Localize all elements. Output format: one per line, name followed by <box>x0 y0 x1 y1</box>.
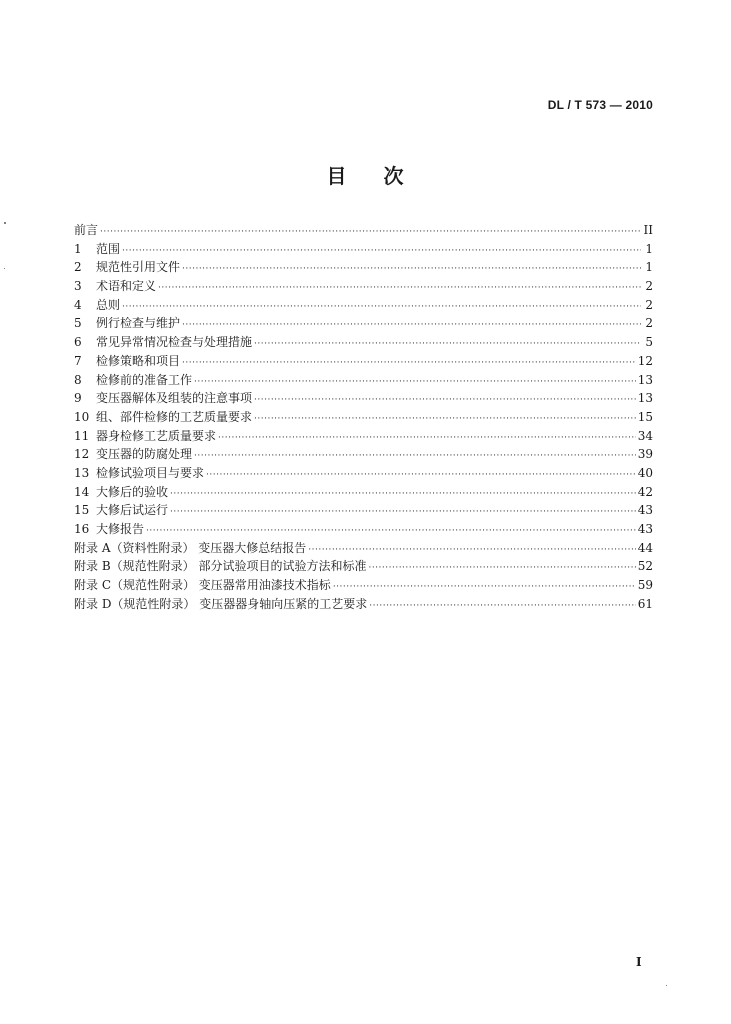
toc-leader-dots <box>100 223 641 242</box>
toc-entry-label: 前言 <box>74 223 99 237</box>
toc-entry-page: 52 <box>637 559 653 574</box>
toc-entry-label: 附录 A（资料性附录） 变压器大修总结报告 <box>74 540 307 555</box>
toc-entry[interactable] <box>74 408 653 427</box>
standard-code: DL / T 573 — 2010 <box>547 98 653 112</box>
toc-leader-dots <box>122 298 641 317</box>
toc-entry-page: 34 <box>637 428 653 443</box>
toc-leader-dots <box>182 354 636 373</box>
toc-entry-number: 15 <box>74 503 90 518</box>
toc-entry-page: 13 <box>637 391 653 406</box>
toc-entry[interactable] <box>74 352 653 371</box>
toc-entry-number: 16 <box>74 522 90 536</box>
toc-entry-number: 3 <box>74 279 82 294</box>
title-char-2: 次 <box>383 164 405 188</box>
toc-entry-label: 检修策略和项目 <box>96 353 181 368</box>
toc-leader-dots <box>194 373 636 392</box>
toc-entry[interactable] <box>74 557 653 576</box>
toc-entry[interactable] <box>74 483 653 502</box>
toc-entry-label: 范围 <box>96 241 121 256</box>
toc-entry-page: 44 <box>637 540 653 555</box>
table-of-contents <box>74 221 653 613</box>
toc-entry-label: 检修前的准备工作 <box>96 372 193 387</box>
toc-entry[interactable] <box>74 427 653 446</box>
page-title <box>0 160 731 189</box>
toc-entry[interactable] <box>74 258 653 277</box>
toc-entry-number: 13 <box>74 465 90 480</box>
toc-entry-label: 总则 <box>96 297 121 312</box>
toc-entry[interactable] <box>74 464 653 483</box>
toc-entry[interactable] <box>74 595 653 614</box>
toc-entry-label: 组、部件检修的工艺质量要求 <box>96 409 253 424</box>
toc-entry-page: 2 <box>645 279 653 294</box>
toc-entry-page: 12 <box>637 353 653 368</box>
toc-leader-dots <box>218 429 636 448</box>
scan-speck <box>4 268 5 269</box>
toc-entry-label: 附录 C（规范性附录） 变压器常用油漆技术指标 <box>74 578 331 593</box>
toc-entry-label: 大修后试运行 <box>96 503 169 518</box>
toc-entry-label: 术语和定义 <box>96 279 157 294</box>
title-char-1: 目 <box>326 164 348 188</box>
toc-entry-page: 2 <box>645 316 653 331</box>
toc-entry-page: 15 <box>637 409 653 424</box>
toc-leader-dots <box>369 597 635 616</box>
toc-entry-number: 1 <box>74 241 82 256</box>
toc-entry-page: 59 <box>637 578 653 593</box>
toc-entry[interactable] <box>74 240 653 259</box>
toc-leader-dots <box>170 485 636 504</box>
toc-entry-page: 2 <box>645 297 653 312</box>
toc-entry-page: 1 <box>645 241 653 256</box>
toc-entry[interactable] <box>74 333 653 352</box>
toc-entry[interactable] <box>74 371 653 390</box>
toc-entry-page: 43 <box>637 522 653 536</box>
toc-entry-page: 5 <box>645 335 653 350</box>
toc-entry-label: 常见异常情况检查与处理措施 <box>96 335 253 350</box>
scan-speck <box>666 985 667 986</box>
toc-entry[interactable] <box>74 539 653 558</box>
toc-entry-page: 1 <box>645 260 653 275</box>
toc-entry-page: 40 <box>637 465 653 480</box>
page-number: I <box>636 955 642 969</box>
toc-entry-label: 规范性引用文件 <box>96 260 181 275</box>
toc-entry-page: 42 <box>637 484 653 499</box>
toc-entry[interactable] <box>74 314 653 333</box>
toc-entry-number: 4 <box>74 297 82 312</box>
toc-entry-label: 变压器解体及组装的注意事项 <box>96 391 253 406</box>
toc-entry-number: 5 <box>74 316 82 331</box>
toc-leader-dots <box>182 260 641 279</box>
toc-entry-page: II <box>643 223 653 237</box>
toc-entry[interactable] <box>74 277 653 296</box>
toc-entry-page: 39 <box>637 447 653 462</box>
toc-entry-number: 11 <box>74 428 90 443</box>
toc-entry-label: 大修后的验收 <box>96 484 169 499</box>
toc-entry-label: 例行检查与维护 <box>96 316 181 331</box>
toc-entry-label: 附录 D（规范性附录） 变压器器身轴向压紧的工艺要求 <box>74 596 368 611</box>
toc-leader-dots <box>170 503 636 522</box>
toc-entry-label: 变压器的防腐处理 <box>96 447 193 462</box>
toc-entry[interactable] <box>74 389 653 408</box>
toc-leader-dots <box>122 242 641 261</box>
toc-entry-page: 43 <box>637 503 653 518</box>
toc-entry[interactable] <box>74 520 653 539</box>
toc-entry-number: 7 <box>74 353 82 368</box>
toc-leader-dots <box>254 335 641 354</box>
toc-entry-page: 61 <box>637 596 653 611</box>
toc-entry-page: 13 <box>637 372 653 387</box>
toc-leader-dots <box>206 466 636 485</box>
scan-speck <box>4 222 6 224</box>
toc-entry-number: 9 <box>74 391 82 406</box>
toc-leader-dots <box>333 578 636 597</box>
toc-leader-dots <box>254 410 636 429</box>
toc-entry[interactable] <box>74 576 653 595</box>
toc-entry-number: 14 <box>74 484 90 499</box>
toc-entry[interactable] <box>74 296 653 315</box>
toc-entry-number: 8 <box>74 372 82 387</box>
toc-entry-label: 器身检修工艺质量要求 <box>96 428 217 443</box>
toc-entry[interactable] <box>74 501 653 520</box>
toc-entry-label: 大修报告 <box>96 522 145 536</box>
toc-leader-dots <box>368 559 635 578</box>
toc-entry-label: 检修试验项目与要求 <box>96 465 205 480</box>
toc-leader-dots <box>194 447 636 466</box>
toc-leader-dots <box>158 279 641 298</box>
toc-leader-dots <box>254 391 636 410</box>
toc-entry-number: 2 <box>74 260 82 275</box>
toc-entry[interactable] <box>74 445 653 464</box>
toc-entry-number: 6 <box>74 335 82 350</box>
toc-entry[interactable] <box>74 221 653 240</box>
toc-entry-number: 12 <box>74 447 90 462</box>
toc-entry-label: 附录 B（规范性附录） 部分试验项目的试验方法和标准 <box>74 559 367 574</box>
toc-entry-number: 10 <box>74 409 90 424</box>
